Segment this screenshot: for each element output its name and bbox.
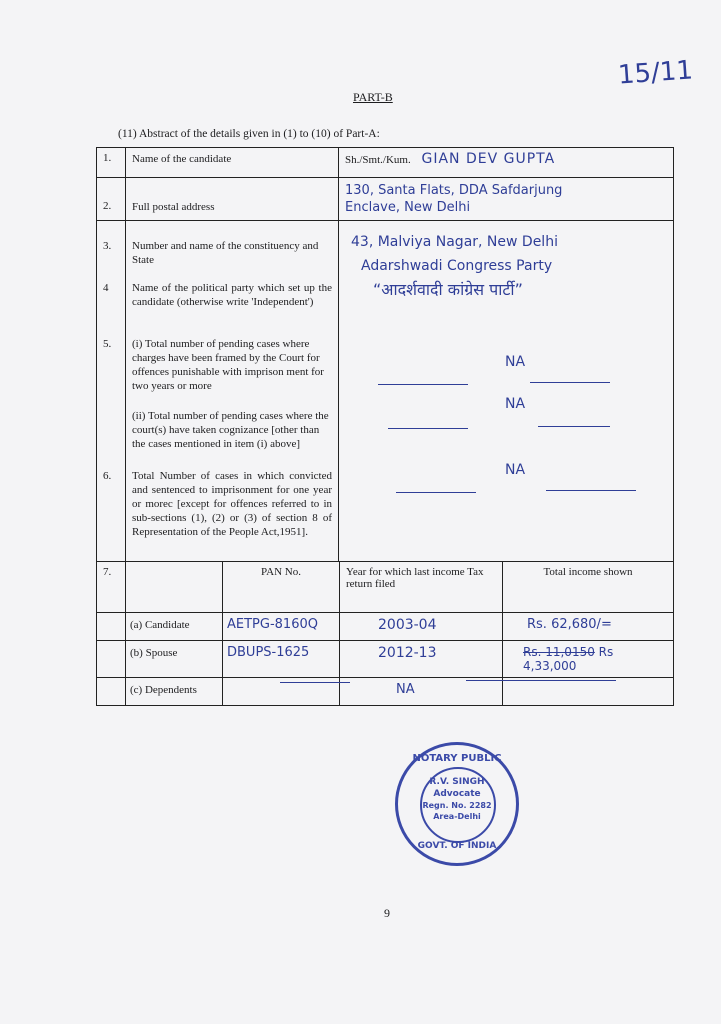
row-label: (ii) Total number of pending cases where the court(s) have taken cognizance [other than the cases mentioned in item (i) above]: [132, 410, 329, 450]
dash-line: [396, 492, 476, 493]
candidate-label: (a) Candidate: [126, 612, 223, 640]
candidate-year: 2003-04: [340, 612, 503, 640]
cognizance-cases-value: NA: [505, 396, 526, 412]
row-label: Total Number of cases in which convicted and sentenced to imprisonment for one year or morec [except for offences referred to in sub-sections (1), (2) or (3) of section 8 of Representation of the People Act,1951].: [132, 470, 332, 538]
row-labels: [126, 221, 339, 562]
row-values: [339, 221, 674, 562]
row-value: [339, 178, 674, 221]
party-value-hindi: “आदर्शवादी कांग्रेस पार्टी”: [373, 280, 523, 299]
abstract-heading: (11) Abstract of the details given in (1) to (10) of Part-A:: [118, 128, 380, 140]
row-label: Name of the political party which set up the candidate (otherwise write 'Independent'): [132, 282, 332, 308]
spacer: [97, 640, 126, 677]
row-number: 3.: [103, 240, 112, 252]
constituency-value: 43, Malviya Nagar, New Delhi: [351, 234, 558, 250]
dash-line: [388, 428, 468, 429]
dependents-label: (c) Dependents: [126, 677, 223, 705]
row-details: [97, 221, 674, 562]
dash-line: [530, 382, 610, 383]
dependents-value: NA: [340, 677, 503, 705]
row-label: Name of the candidate: [126, 148, 339, 178]
spouse-income: [503, 640, 674, 677]
row-label: Full postal address: [126, 178, 339, 221]
row-number: 6.: [103, 470, 112, 482]
row-number: 7.: [97, 562, 126, 612]
row-value: [339, 148, 674, 178]
empty-header: [126, 562, 223, 612]
candidate-row: [97, 612, 673, 640]
dash-line: [546, 490, 636, 491]
stamp-name: R.V. SINGH: [429, 777, 485, 787]
party-value: Adarshwadi Congress Party: [361, 258, 553, 274]
income-cell: [97, 562, 674, 706]
row-number: 2.: [97, 178, 126, 221]
stamp-title: Advocate: [433, 789, 481, 799]
row-name: [97, 148, 674, 178]
row-income: [97, 562, 674, 706]
row-number: 4: [103, 282, 109, 294]
year-header: Year for which last income Tax return filed: [340, 562, 503, 612]
spacer: [97, 612, 126, 640]
spouse-income-value: Rs 4,33,000: [523, 644, 614, 673]
spouse-year: 2012-13: [340, 640, 503, 677]
income-table: [97, 562, 673, 705]
page-number: 9: [384, 906, 390, 920]
row-label: Number and name of the constituency and State: [132, 240, 319, 266]
dash-line: [378, 384, 468, 385]
row-numbers: [97, 221, 126, 562]
part-title: PART-B: [353, 90, 393, 104]
row-number: 1.: [97, 148, 126, 178]
pan-header: PAN No.: [223, 562, 340, 612]
income-header-label: Total income shown: [503, 562, 674, 612]
address-line-1: 130, Santa Flats, DDA Safdarjung: [345, 183, 563, 198]
stamp-regn: Regn. No. 2282: [422, 801, 492, 810]
stamp-area: Area-Delhi: [433, 812, 481, 821]
handwritten-page-annotation: 15/11: [617, 55, 694, 91]
notary-stamp: [395, 742, 519, 866]
pending-cases-value: NA: [505, 354, 526, 370]
stamp-top: NOTARY PUBLIC: [412, 753, 502, 764]
candidate-pan: AETPG-8160Q: [223, 612, 340, 640]
candidate-income: Rs. 62,680/=: [503, 612, 674, 640]
row-number: 5.: [103, 338, 112, 350]
address-line-2: Enclave, New Delhi: [345, 200, 471, 215]
spouse-label: (b) Spouse: [126, 640, 223, 677]
name-prefix: Sh./Smt./Kum.: [345, 154, 411, 166]
spouse-income-struck: Rs. 11,0150: [523, 644, 595, 659]
dependents-row: [97, 677, 673, 705]
dash-line: [466, 680, 616, 681]
dependents-income: [503, 677, 674, 705]
spouse-row: [97, 640, 673, 677]
dash-line: [280, 682, 350, 683]
dash-line: [538, 426, 610, 427]
spouse-pan: DBUPS-1625: [223, 640, 340, 677]
row-label: (i) Total number of pending cases where charges have been framed by the Court for offences punishable with imprison ment for two years or more: [132, 338, 324, 392]
candidate-name: GIAN DEV GUPTA: [421, 151, 556, 167]
income-header: [97, 562, 673, 612]
convicted-cases-value: NA: [505, 462, 526, 478]
spacer: [97, 677, 126, 705]
stamp-bottom: GOVT. OF INDIA: [417, 841, 497, 851]
row-address: [97, 178, 674, 221]
